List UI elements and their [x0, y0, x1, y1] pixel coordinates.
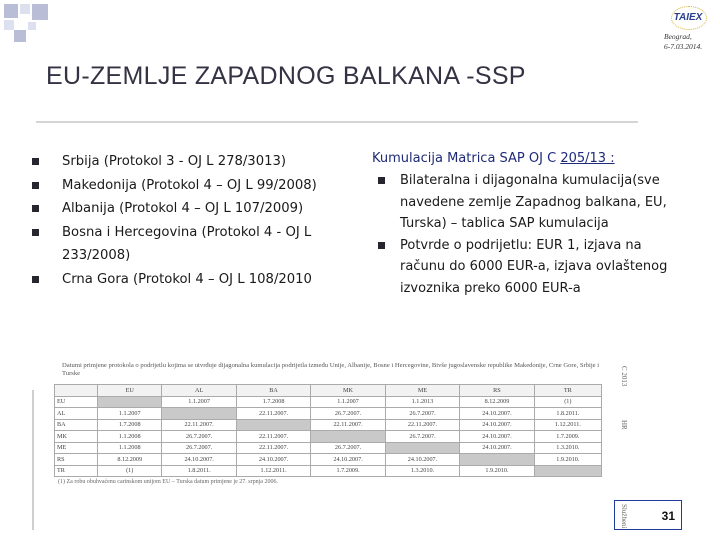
decor-square	[4, 4, 18, 18]
matrix-caption: Datumi primjene protokola o podrijetlu kojima se utvrđuje dijagonalna kumulacija podrijetla između Unije, Albanije, Bosne i Hercegovine, Bivše jugoslavenske republike Makedonije, Crne Gore, Srbije i Turske	[62, 362, 600, 377]
decor-square	[32, 4, 48, 20]
table-cell: 24.10.2007.	[385, 454, 459, 466]
table-cell: 1.1.2007	[162, 396, 236, 408]
table-cell: 1.12.2011.	[534, 419, 601, 431]
table-cell: 1.7.2009.	[534, 431, 601, 443]
cumulation-heading	[372, 148, 672, 170]
table-cell: 26.7.2007.	[385, 408, 459, 420]
list-item-text: Makedonija (Protokol 4 – OJ L 99/2008)	[62, 177, 317, 193]
table-cell: 22.11.2007.	[311, 419, 385, 431]
table-header-cell: BA	[236, 385, 310, 397]
bullet-icon	[378, 177, 385, 184]
bullet-icon	[32, 229, 39, 236]
list-item	[32, 221, 362, 268]
side-label: Službeni	[620, 504, 628, 529]
row-header-cell: TR	[55, 465, 98, 477]
table-header-cell	[55, 385, 98, 397]
table-cell: 22.11.2007.	[385, 419, 459, 431]
table-cell	[534, 465, 601, 477]
table-cell: 1.7.2009.	[311, 465, 385, 477]
table-cell: (1)	[534, 396, 601, 408]
table-row	[55, 465, 602, 477]
title-divider	[36, 121, 638, 123]
table-cell: 24.10.2007.	[311, 454, 385, 466]
cumulation-section	[372, 148, 672, 299]
table-cell: 26.7.2007.	[385, 431, 459, 443]
row-header-cell: ME	[55, 442, 98, 454]
row-header-cell: AL	[55, 408, 98, 420]
table-cell: 1.1.2007	[311, 396, 385, 408]
list-item-text: Bilateralna i dijagonalna kumulacija(sve navedene zemlje Zapadnog balkana, EU, Turska) – tablica SAP kumulacija	[400, 173, 667, 231]
row-header-cell: RS	[55, 454, 98, 466]
list-item-text: Potvrde o podrijetlu: EUR 1, izjava na računu do 6000 EUR-a, izjava ovlaštenog izvoznika preko 6000 EUR-a	[400, 237, 668, 296]
table-row	[55, 419, 602, 431]
place-date	[664, 32, 718, 52]
table-row	[55, 408, 602, 420]
list-item	[372, 235, 672, 300]
table-cell: 1.1.2008	[98, 442, 162, 454]
table-cell: 24.10.2007.	[162, 454, 236, 466]
table-row	[55, 442, 602, 454]
decor-square	[28, 22, 36, 30]
cumulation-matrix	[54, 384, 602, 477]
table-cell	[162, 408, 236, 420]
protocol-list	[32, 150, 362, 291]
table-cell: 1.1.2007	[98, 408, 162, 420]
heading-prefix: Kumulacija Matrica SAP OJ C	[372, 151, 561, 166]
list-item	[32, 268, 362, 292]
slide-title: EU-ZEMLJE ZAPADNOG BALKANA -SSP	[46, 62, 526, 90]
row-header-cell: EU	[55, 396, 98, 408]
place-line: Beograd,	[664, 32, 692, 41]
table-cell: 22.11.2007.	[236, 431, 310, 443]
table-cell	[460, 454, 534, 466]
page-number: 31	[614, 500, 682, 530]
table-header-cell: MK	[311, 385, 385, 397]
table-cell: (1)	[98, 465, 162, 477]
list-item-text: Crna Gora (Protokol 4 – OJ L 108/2010	[62, 271, 312, 287]
bullet-icon	[32, 276, 39, 283]
list-item-text: Srbija (Protokol 3 - OJ L 278/3013)	[62, 154, 287, 169]
table-cell: 24.10.2007.	[460, 408, 534, 420]
list-item-text: Bosna i Hercegovina (Protokol 4 - OJ L 233/2008)	[62, 224, 312, 263]
decor-square	[14, 30, 26, 42]
list-item	[32, 197, 362, 221]
table-row	[55, 431, 602, 443]
table-left-border	[32, 390, 34, 530]
table-cell: 24.10.2007.	[460, 431, 534, 443]
list-item	[32, 174, 362, 198]
list-item-text: Albanija (Protokol 4 – OJ L 107/2009)	[62, 201, 304, 216]
table-row	[55, 396, 602, 408]
table-cell: 26.7.2007.	[311, 408, 385, 420]
logo-text: TAIEX	[673, 12, 703, 23]
side-label: C 2013	[620, 366, 628, 387]
date-line: 6-7.03.2014.	[664, 42, 703, 51]
table-cell: 1.8.2011.	[162, 465, 236, 477]
table-cell: 24.10.2007.	[460, 442, 534, 454]
list-item	[32, 150, 362, 174]
table-cell: 1.1.2013	[385, 396, 459, 408]
table-cell: 1.3.2010.	[385, 465, 459, 477]
table-header-cell: TR	[534, 385, 601, 397]
list-item	[372, 170, 672, 235]
row-header-cell: BA	[55, 419, 98, 431]
decor-square	[20, 4, 30, 14]
table-cell: 1.9.2010.	[534, 454, 601, 466]
table-cell: 24.10.2007.	[460, 419, 534, 431]
table-cell	[385, 442, 459, 454]
cumulation-matrix-image	[54, 362, 614, 518]
table-cell: 8.12.2009	[98, 454, 162, 466]
table-cell: 1.3.2010.	[534, 442, 601, 454]
table-cell: 1.7.2008	[98, 419, 162, 431]
bullet-icon	[32, 158, 39, 165]
heading-reference: 205/13 :	[560, 151, 615, 166]
table-header-row	[55, 385, 602, 397]
table-cell: 22.11.2007.	[236, 442, 310, 454]
table-cell: 26.7.2007.	[311, 442, 385, 454]
table-cell	[311, 431, 385, 443]
table-cell: 26.7.2007.	[162, 442, 236, 454]
cumulation-list	[372, 170, 672, 299]
bullet-icon	[32, 205, 39, 212]
table-header-cell: RS	[460, 385, 534, 397]
side-label: HR	[620, 420, 628, 430]
table-cell: 22.11.2007.	[162, 419, 236, 431]
table-header-cell: ME	[385, 385, 459, 397]
table-cell: 1.12.2011.	[236, 465, 310, 477]
table-cell: 1.7.2008	[236, 396, 310, 408]
table-cell: 1.8.2011.	[534, 408, 601, 420]
table-cell	[98, 396, 162, 408]
table-cell: 8.12.2009	[460, 396, 534, 408]
table-cell: 1.9.2010.	[460, 465, 534, 477]
table-cell	[236, 419, 310, 431]
bullet-icon	[378, 242, 385, 249]
table-cell: 24.10.2007.	[236, 454, 310, 466]
table-cell: 26.7.2007.	[162, 431, 236, 443]
table-header-cell: EU	[98, 385, 162, 397]
table-cell: 1.1.2008	[98, 431, 162, 443]
bullet-icon	[32, 182, 39, 189]
row-header-cell: MK	[55, 431, 98, 443]
matrix-footnote: (1) Za robu obuhvaćenu carinskom unijom EU – Turska datum primjene je 27. srpnja 2006.	[58, 479, 278, 485]
table-cell: 22.11.2007.	[236, 408, 310, 420]
table-header-cell: AL	[162, 385, 236, 397]
table-row	[55, 454, 602, 466]
decor-square	[4, 20, 14, 30]
